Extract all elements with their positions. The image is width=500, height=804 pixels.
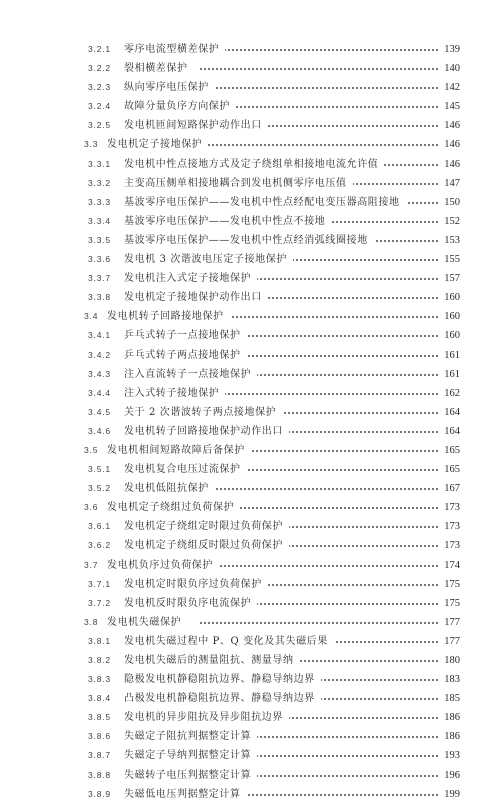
toc-subsection-row[interactable]	[0, 594, 500, 613]
toc-title: 隐极发电机静稳阻抗边界、静稳导纳边界	[124, 670, 321, 689]
toc-title: 零序电流型横差保护	[124, 40, 225, 59]
dot-leader	[200, 565, 438, 567]
toc-page-number: 180	[440, 651, 460, 670]
toc-number: 3.8.7	[88, 750, 111, 761]
toc-number: 3.2.2	[88, 63, 111, 74]
toc-title: 发电机定子绕组过负荷保护	[107, 498, 240, 517]
toc-number: 3.3.5	[88, 234, 111, 245]
dot-leader	[200, 87, 438, 89]
toc-subsection-row[interactable]	[0, 78, 500, 97]
toc-page-number: 196	[440, 766, 460, 785]
toc-title: 发电机中性点接地方式及定子绕组单相接地电流允许值	[124, 155, 384, 174]
toc-title: 注入直流转子一点接地保护	[124, 365, 257, 384]
toc-page-number: 160	[440, 326, 460, 345]
toc-title: 基波零序电压保护——发电机中性点经消弧线圈接地	[124, 231, 374, 250]
toc-title: 发电机定子绕组定时限过负荷保护	[124, 517, 289, 536]
toc-title: 发电机反时限负序电流保护	[124, 594, 257, 613]
toc-number: 3.4.3	[88, 368, 111, 379]
toc-subsection-row[interactable]	[0, 212, 500, 231]
toc-subsection-row[interactable]	[0, 785, 500, 804]
toc-section-row[interactable]	[0, 498, 500, 517]
toc-page-number: 160	[440, 288, 460, 307]
toc-title: 失磁定子阻抗判据整定计算	[124, 727, 257, 746]
toc-number: 3.4.1	[88, 330, 111, 341]
toc-number: 3.4.4	[88, 387, 111, 398]
toc-number: 3.7	[84, 559, 99, 570]
toc-title: 发电机复合电压过流保护	[124, 460, 247, 479]
toc-subsection-row[interactable]	[0, 575, 500, 594]
toc-number: 3.8.2	[88, 655, 111, 665]
toc-section-row[interactable]	[0, 441, 500, 460]
toc-subsection-row[interactable]	[0, 689, 500, 708]
toc-title: 乒乓式转子一点接地保护	[124, 326, 247, 345]
toc-page-number: 146	[440, 135, 460, 154]
toc-page-number: 173	[440, 517, 460, 536]
toc-subsection-row[interactable]	[0, 116, 500, 135]
toc-title: 发电机负序过负荷保护	[107, 556, 219, 575]
toc-title: 发电机定子绕组反时限过负荷保护	[124, 536, 289, 555]
toc-number: 3.7.1	[88, 578, 111, 589]
toc-number: 3.3.7	[88, 273, 111, 284]
dot-leader	[200, 622, 438, 624]
toc-page-number: 161	[440, 346, 460, 365]
toc-number: 3.3	[84, 139, 99, 150]
toc-number: 3.5	[84, 444, 99, 455]
toc-page-number: 153	[440, 231, 460, 250]
toc-number: 3.4	[84, 311, 99, 322]
toc-number: 3.2.1	[88, 44, 111, 54]
dot-leader	[200, 144, 438, 146]
toc-page-number: 177	[440, 632, 460, 651]
toc-number: 3.6.1	[88, 521, 111, 532]
dot-leader	[200, 49, 438, 51]
toc-subsection-row[interactable]	[0, 231, 500, 250]
toc-number: 3.2.4	[88, 101, 111, 112]
toc-number: 3.8.1	[88, 635, 111, 646]
toc-subsection-row[interactable]	[0, 766, 500, 785]
toc-page-number: 142	[440, 78, 460, 97]
toc-title: 发电机失磁过程中 P、Q 变化及其失磁后果	[124, 632, 334, 651]
toc-section-row[interactable]	[0, 556, 500, 575]
toc-page-number: 152	[440, 212, 460, 231]
dot-leader	[200, 68, 438, 70]
toc-subsection-row[interactable]	[0, 632, 500, 651]
toc-number: 3.2.3	[88, 82, 111, 93]
toc-title: 基波零序电压保护——发电机中性点不接地	[124, 212, 331, 231]
toc-title: 裂相横差保护	[124, 59, 194, 78]
toc-number: 3.5.1	[88, 464, 111, 475]
toc-number: 3.8.6	[88, 731, 111, 742]
toc-title: 凸极发电机静稳阻抗边界、静稳导纳边界	[124, 689, 321, 708]
toc-subsection-row[interactable]	[0, 326, 500, 345]
toc-page-number: 162	[440, 384, 460, 403]
toc-section-row[interactable]	[0, 613, 500, 632]
toc-title: 发电机 3 次谐波电压定子接地保护	[124, 250, 293, 269]
toc-subsection-row[interactable]	[0, 174, 500, 193]
toc-subsection-row[interactable]	[0, 250, 500, 269]
toc-title: 乒乓式转子两点接地保护	[124, 346, 247, 365]
toc-subsection-row[interactable]	[0, 403, 500, 422]
toc-number: 3.4.5	[88, 406, 111, 417]
toc-subsection-row[interactable]	[0, 97, 500, 116]
toc-number: 3.2.5	[88, 120, 111, 131]
toc-subsection-row[interactable]	[0, 746, 500, 765]
toc-page-number: 193	[440, 746, 460, 765]
toc-page-number: 186	[440, 708, 460, 727]
toc-page-number: 164	[440, 422, 460, 441]
toc-subsection-row[interactable]	[0, 288, 500, 307]
toc-title: 发电机定子接地保护动作出口	[124, 288, 268, 307]
toc-page-number: 177	[440, 613, 460, 632]
toc-number: 3.4.6	[88, 425, 111, 436]
toc-number: 3.5.2	[88, 483, 111, 494]
toc-number: 3.3.6	[88, 254, 111, 265]
toc-number: 3.6	[84, 502, 99, 513]
toc-subsection-row[interactable]	[0, 422, 500, 441]
toc-title: 失磁转子电压判据整定计算	[124, 766, 257, 785]
toc-section-row[interactable]	[0, 135, 500, 154]
toc-subsection-row[interactable]	[0, 384, 500, 403]
toc-page-number: 139	[440, 40, 460, 59]
toc-subsection-row[interactable]	[0, 155, 500, 174]
toc-title: 失磁定子导纳判据整定计算	[124, 746, 257, 765]
toc-page-number: 167	[440, 479, 460, 498]
toc-page-number: 164	[440, 403, 460, 422]
toc-title: 注入式转子接地保护	[124, 384, 225, 403]
toc-page-number: 165	[440, 441, 460, 460]
toc-title: 发电机低阻抗保护	[124, 479, 215, 498]
toc-number: 3.8.9	[88, 788, 111, 799]
toc-page-number: 155	[440, 250, 460, 269]
toc-subsection-row[interactable]	[0, 708, 500, 727]
toc-title: 纵向零序电压保护	[124, 78, 215, 97]
toc-title: 关于 2 次谐波转子两点接地保护	[124, 403, 282, 422]
table-of-contents	[0, 40, 500, 804]
dot-leader	[200, 488, 438, 490]
toc-number: 3.8.5	[88, 712, 111, 723]
toc-subsection-row[interactable]	[0, 727, 500, 746]
toc-title: 基波零序电压保护——发电机中性点经配电变压器高阻接地	[124, 193, 406, 212]
toc-number: 3.3.8	[88, 292, 111, 303]
toc-title: 发电机匝间短路保护动作出口	[124, 116, 268, 135]
toc-page-number: 147	[440, 174, 460, 193]
toc-page-number: 199	[440, 785, 460, 804]
toc-page-number: 173	[440, 498, 460, 517]
toc-subsection-row[interactable]	[0, 651, 500, 670]
toc-page-number: 161	[440, 365, 460, 384]
dot-leader	[200, 316, 438, 318]
toc-page-number: 146	[440, 155, 460, 174]
toc-page-number: 183	[440, 670, 460, 689]
toc-page-number: 175	[440, 594, 460, 613]
toc-number: 3.7.2	[88, 597, 111, 608]
toc-page-number: 186	[440, 727, 460, 746]
toc-page-number: 150	[440, 193, 460, 212]
toc-title: 发电机转子回路接地保护	[107, 307, 230, 326]
toc-title: 主变高压侧单相接地耦合到发电机侧零序电压值	[124, 174, 353, 193]
toc-title: 发电机定时限负序过负荷保护	[124, 575, 268, 594]
toc-page-number: 160	[440, 307, 460, 326]
toc-page-number: 146	[440, 116, 460, 135]
toc-page-number: 185	[440, 689, 460, 708]
toc-title: 发电机失磁保护	[107, 613, 187, 632]
toc-page-number: 173	[440, 536, 460, 555]
toc-title: 失磁低电压判据整定计算	[124, 785, 247, 804]
toc-number: 3.3.4	[88, 215, 111, 226]
toc-section-row[interactable]	[0, 307, 500, 326]
toc-subsection-row[interactable]	[0, 670, 500, 689]
toc-page-number: 174	[440, 556, 460, 575]
toc-number: 3.8.8	[88, 769, 111, 780]
toc-title: 发电机注入式定子接地保护	[124, 269, 257, 288]
toc-subsection-row[interactable]	[0, 59, 500, 78]
toc-page-number: 175	[440, 575, 460, 594]
toc-subsection-row[interactable]	[0, 460, 500, 479]
toc-subsection-row[interactable]	[0, 40, 500, 59]
toc-subsection-row[interactable]	[0, 346, 500, 365]
toc-title: 发电机的异步阻抗及异步阻抗边界	[124, 708, 289, 727]
toc-number: 3.8.3	[88, 674, 111, 685]
toc-subsection-row[interactable]	[0, 517, 500, 536]
dot-leader	[200, 393, 438, 395]
toc-title: 发电机定子接地保护	[107, 135, 208, 154]
toc-number: 3.8	[84, 616, 99, 627]
toc-number: 3.8.4	[88, 693, 111, 704]
toc-number: 3.4.2	[88, 349, 111, 360]
toc-page-number: 157	[440, 269, 460, 288]
toc-subsection-row[interactable]	[0, 536, 500, 555]
toc-subsection-row[interactable]	[0, 269, 500, 288]
toc-title: 发电机失磁后的测量阻抗、测量导纳	[124, 651, 300, 670]
toc-page-number: 140	[440, 59, 460, 78]
toc-number: 3.3.3	[88, 196, 111, 207]
toc-title: 故障分量负序方向保护	[124, 97, 236, 116]
toc-number: 3.3.1	[88, 158, 111, 169]
toc-title: 发电机相间短路故障后备保护	[107, 441, 251, 460]
toc-title: 发电机转子回路接地保护动作出口	[124, 422, 289, 441]
toc-number: 3.6.2	[88, 540, 111, 551]
toc-page-number: 165	[440, 460, 460, 479]
toc-subsection-row[interactable]	[0, 193, 500, 212]
toc-subsection-row[interactable]	[0, 365, 500, 384]
toc-page-number: 145	[440, 97, 460, 116]
toc-subsection-row[interactable]	[0, 479, 500, 498]
toc-number: 3.3.2	[88, 177, 111, 188]
